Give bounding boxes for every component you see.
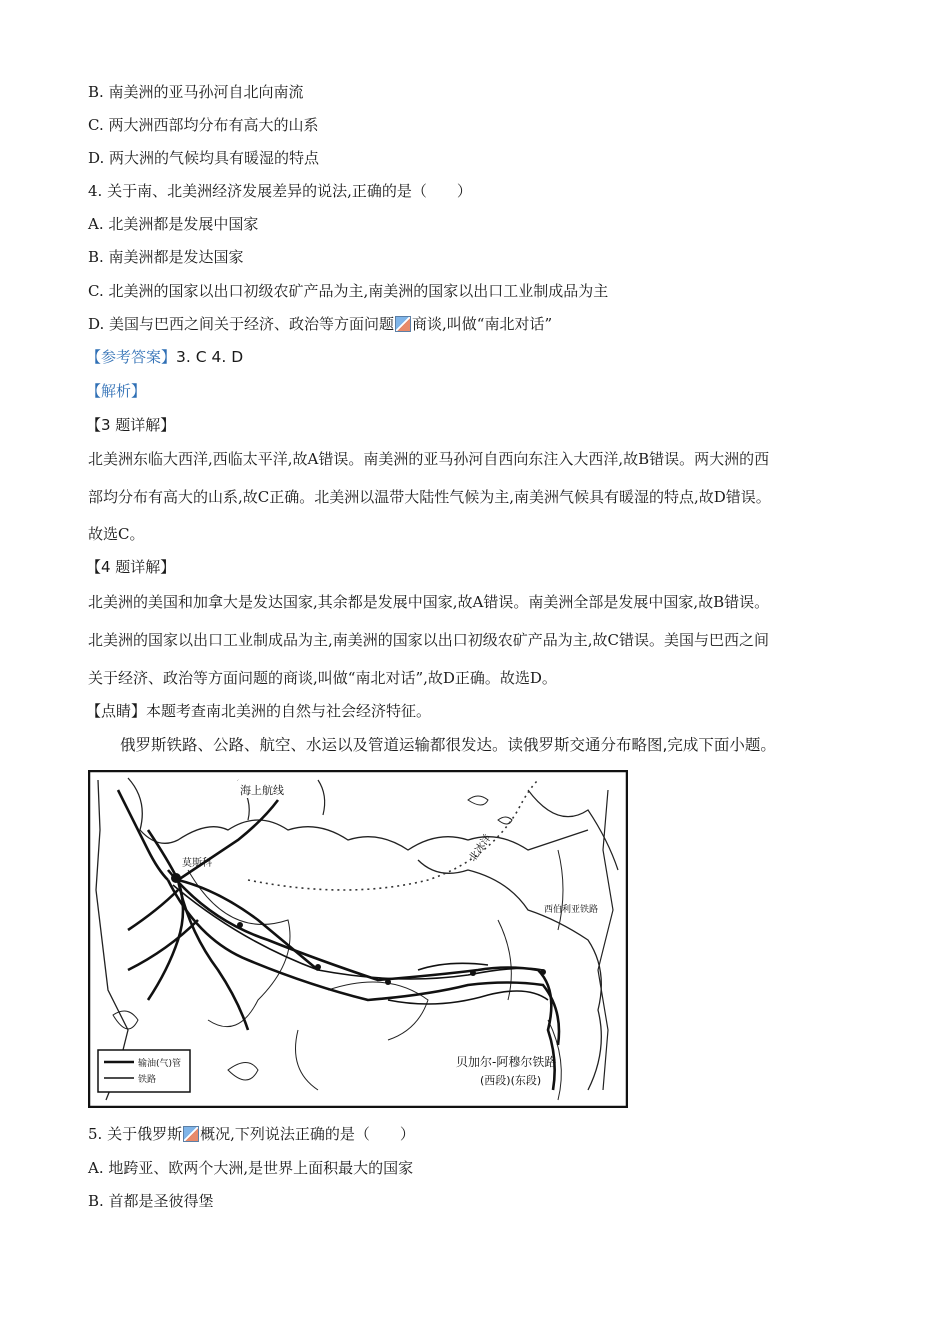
detail3-line-1: 北美洲东临大西洋,西临太平洋,故A错误。南美洲的亚马孙河自西向东注入大西洋,故B错误。两大洲的西 [88,450,770,468]
detail3-line-3: 故选C。 [88,525,145,543]
map-label-railway: 贝加尔-阿穆尔铁路 [456,1055,557,1069]
q5-stem-text-2: 概况,下列说法正确的是（ ） [200,1125,415,1143]
detail4-title: 【4 题详解】 [86,558,176,576]
q4-option-d-text-2: 商谈,叫做“南北对话” [412,315,553,333]
q4-option-b: B. 南美洲都是发达国家 [88,248,244,266]
detail4-line-1: 北美洲的美国和加拿大是发达国家,其余都是发展中国家,故A错误。南美洲全部是发展中国家,故B错误。 [88,593,770,611]
q3-option-d: D. 两大洲的气候均具有暖湿的特点 [88,149,320,167]
q5-option-b: B. 首都是圣彼得堡 [88,1192,214,1210]
detail3-line-2: 部均分布有高大的山系,故C正确。北美洲以温带大陆性气候为主,南美洲气候具有暖湿的特点,故D错误。 [88,488,771,506]
map-legend-pipeline: 输油(气)管 [138,1059,182,1069]
q4-option-d [88,314,552,334]
map-legend-railway: 铁路 [138,1075,157,1085]
map-label-sea-route: 海上航线 [240,784,284,797]
image-placeholder-icon [395,316,411,332]
q4-option-c: C. 北美洲的国家以出口初级农矿产品为主,南美洲的国家以出口工业制成品为主 [88,282,609,300]
analysis-label: 【解析】 [86,382,147,400]
comment-line: 【点睛】本题考查南北美洲的自然与社会经济特征。 [86,702,432,720]
map-label-railway-parts: (西段)(东段) [480,1074,542,1087]
image-placeholder-icon [183,1126,199,1142]
answer-line [86,347,243,367]
q5-stem-text-1: 5. 关于俄罗斯 [88,1125,183,1143]
answer-value: 3. C 4. D [176,348,244,366]
q5-stem [88,1124,415,1144]
q4-option-a: A. 北美洲都是发展中国家 [88,215,259,233]
q3-option-c: C. 两大洲西部均分布有高大的山系 [88,116,319,134]
q5-option-a: A. 地跨亚、欧两个大洲,是世界上面积最大的国家 [88,1159,414,1177]
map-label-arctic: 北冰洋 [467,832,494,864]
q3-option-b: B. 南美洲的亚马孙河自北向南流 [88,83,304,101]
map-intro: 俄罗斯铁路、公路、航空、水运以及管道运输都很发达。读俄罗斯交通分布略图,完成下面小题。 [120,736,776,754]
detail4-line-2: 北美洲的国家以出口工业制成品为主,南美洲的国家以出口初级农矿产品为主,故C错误。美国与巴西之间 [88,631,770,649]
detail4-line-3: 关于经济、政治等方面问题的商谈,叫做“南北对话”,故D正确。故选D。 [88,669,557,687]
q4-stem: 4. 关于南、北美洲经济发展差异的说法,正确的是（ ） [88,182,472,200]
map-label-east: 西伯利亚铁路 [544,905,599,915]
answer-label: 【参考答案】 [86,348,177,366]
q4-option-d-text-1: D. 美国与巴西之间关于经济、政治等方面问题 [88,315,395,333]
map-label-capital: 莫斯科 [182,858,212,869]
detail3-title: 【3 题详解】 [86,416,176,434]
russia-transport-map [88,770,628,1108]
